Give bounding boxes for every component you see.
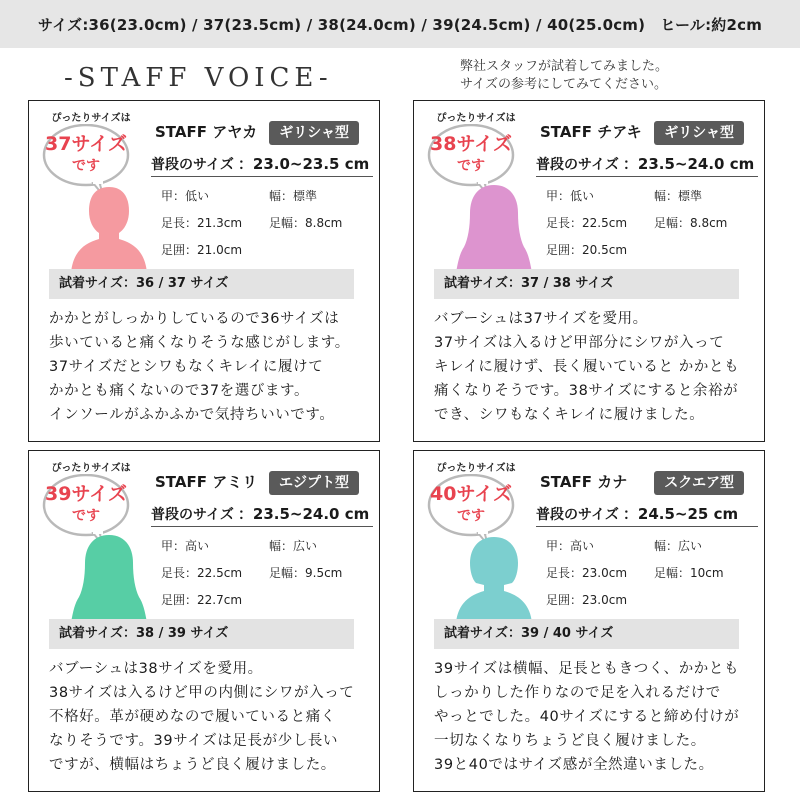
comment-line: バブーシュは38サイズを愛用。 bbox=[49, 661, 263, 677]
foot-length-spec: 足長：23.0cm bbox=[546, 566, 628, 580]
usual-size bbox=[536, 153, 758, 177]
instep-spec: 甲：高い bbox=[546, 539, 595, 553]
fit-size-bubble bbox=[41, 113, 131, 189]
tried-size-bar: 試着サイズ：37 / 38 サイズ bbox=[434, 269, 739, 299]
fit-size-caption: ぴったりサイズは bbox=[426, 109, 526, 124]
foot-length-spec: 足長：22.5cm bbox=[161, 566, 243, 580]
foot-length-spec: 足長：21.3cm bbox=[161, 216, 243, 230]
foot-girth-spec: 足囲：23.0cm bbox=[546, 593, 628, 607]
comment-line: 不格好。革が硬めなので履いていると痛く bbox=[49, 709, 336, 725]
comment-line: 一切なくなりちょうど良く履けました。 bbox=[434, 733, 706, 749]
comment-line: 痛くなりそうです。38サイズにすると余裕が bbox=[434, 383, 739, 399]
staff-comment bbox=[49, 307, 369, 427]
woman-long-hair-icon bbox=[69, 531, 149, 623]
staff-name: STAFF アミリ bbox=[155, 473, 258, 491]
note-line: 弊社スタッフが試着してみました。 bbox=[460, 59, 669, 74]
comment-line: かかとがしっかりしているので36サイズは bbox=[49, 311, 340, 327]
comment-line: ですが、横幅はちょうど良く履けました。 bbox=[49, 757, 336, 773]
staff-name: STAFF カナ bbox=[540, 473, 628, 491]
staff-avatar bbox=[69, 531, 149, 623]
comment-line: 39サイズは横幅、足長ともきつく、かかとも bbox=[434, 661, 740, 677]
foot-girth-spec: 足囲：20.5cm bbox=[546, 243, 628, 257]
comment-line: 37サイズだとシワもなくキレイに履けて bbox=[49, 359, 324, 375]
fit-size-caption: ぴったりサイズは bbox=[41, 109, 141, 124]
foot-type-badge: ギリシャ型 bbox=[269, 121, 359, 145]
comment-line: 37サイズは入るけど甲部分にシワが入って bbox=[434, 335, 725, 351]
width-spec: 幅：広い bbox=[654, 539, 703, 553]
fit-size-desu: です bbox=[72, 158, 100, 174]
width-spec: 幅：広い bbox=[269, 539, 318, 553]
usual-size-label: 普段のサイズ bbox=[151, 507, 234, 523]
foot-width-spec: 足幅：8.8cm bbox=[269, 216, 343, 230]
woman-long-hair-icon bbox=[454, 181, 534, 273]
instep-spec: 甲：低い bbox=[546, 189, 595, 203]
foot-type-badge: ギリシャ型 bbox=[654, 121, 744, 145]
note-line: サイズの参考にしてみてください。 bbox=[460, 77, 667, 92]
comment-line: なりそうです。39サイズは足長が少し長い bbox=[49, 733, 339, 749]
comment-line: キレイに履けず、長く履いていると かかとも bbox=[434, 359, 740, 375]
foot-length-spec: 足長：22.5cm bbox=[546, 216, 628, 230]
usual-size bbox=[151, 153, 373, 177]
foot-width-spec: 足幅：8.8cm bbox=[654, 216, 728, 230]
fit-size-desu: です bbox=[457, 508, 485, 524]
staff-comment bbox=[49, 657, 369, 777]
comment-line: 39と40ではサイズ感が全然違いました。 bbox=[434, 757, 714, 773]
staff-name: STAFF アヤカ bbox=[155, 123, 258, 141]
usual-size-value: ：23.0~23.5 cm bbox=[237, 155, 370, 173]
fit-size-desu: です bbox=[457, 158, 485, 174]
staff-comment bbox=[434, 307, 754, 427]
fit-size-value: 37サイズ bbox=[45, 133, 127, 155]
fit-size-value: 39サイズ bbox=[45, 483, 127, 505]
fit-size-bubble bbox=[426, 463, 516, 539]
width-spec: 幅：標準 bbox=[269, 189, 318, 203]
usual-size-value: ：24.5~25 cm bbox=[622, 505, 739, 523]
comment-line: 38サイズは入るけど甲の内側にシワが入って bbox=[49, 685, 355, 701]
staff-card bbox=[413, 450, 765, 792]
woman-short-hair-icon bbox=[69, 181, 149, 273]
foot-girth-spec: 足囲：21.0cm bbox=[161, 243, 243, 257]
comment-line: かかとも痛くないので37を選びます。 bbox=[49, 383, 310, 399]
comment-line: バブーシュは37サイズを愛用。 bbox=[434, 311, 648, 327]
fit-size-caption: ぴったりサイズは bbox=[41, 459, 141, 474]
size-info-bar bbox=[0, 0, 800, 48]
staff-name: STAFF チアキ bbox=[540, 123, 642, 141]
comment-line: 歩いていると痛くなりそうな感じがします。 bbox=[49, 335, 350, 351]
foot-width-spec: 足幅：9.5cm bbox=[269, 566, 343, 580]
staff-note bbox=[460, 58, 760, 94]
size-info-text: サイズ:36(23.0cm) / 37(23.5cm) / 38(24.0cm) / 39(24.5cm) / 40(25.0cm) ヒール:約2cm bbox=[37, 15, 763, 34]
usual-size bbox=[536, 503, 758, 527]
usual-size-value: ：23.5~24.0 cm bbox=[622, 155, 755, 173]
staff-card bbox=[28, 450, 380, 792]
usual-size-label: 普段のサイズ bbox=[151, 157, 234, 173]
usual-size-label: 普段のサイズ bbox=[536, 157, 619, 173]
usual-size-value: ：23.5~24.0 cm bbox=[237, 505, 370, 523]
staff-avatar bbox=[454, 181, 534, 273]
section-title: -STAFF VOICE- bbox=[64, 63, 333, 93]
fit-size-caption: ぴったりサイズは bbox=[426, 459, 526, 474]
tried-size-bar: 試着サイズ：39 / 40 サイズ bbox=[434, 619, 739, 649]
fit-size-bubble bbox=[41, 463, 131, 539]
staff-avatar bbox=[69, 181, 149, 273]
comment-line: やっとでした。40サイズにすると締め付けが bbox=[434, 709, 740, 725]
staff-avatar bbox=[454, 531, 534, 623]
tried-size-bar: 試着サイズ：38 / 39 サイズ bbox=[49, 619, 354, 649]
usual-size-label: 普段のサイズ bbox=[536, 507, 619, 523]
staff-comment bbox=[434, 657, 754, 777]
fit-size-value: 38サイズ bbox=[430, 133, 512, 155]
comment-line: でき、シワもなくキレイに履けました。 bbox=[434, 407, 705, 423]
foot-width-spec: 足幅：10cm bbox=[654, 566, 724, 580]
instep-spec: 甲：高い bbox=[161, 539, 210, 553]
width-spec: 幅：標準 bbox=[654, 189, 703, 203]
fit-size-bubble bbox=[426, 113, 516, 189]
staff-card bbox=[28, 100, 380, 442]
comment-line: しっかりした作りなので足を入れるだけで bbox=[434, 685, 721, 701]
instep-spec: 甲：低い bbox=[161, 189, 210, 203]
fit-size-value: 40サイズ bbox=[430, 483, 512, 505]
foot-type-badge: スクエア型 bbox=[654, 471, 744, 495]
staff-card bbox=[413, 100, 765, 442]
comment-line: インソールがふかふかで気持ちいいです。 bbox=[49, 407, 335, 423]
tried-size-bar: 試着サイズ：36 / 37 サイズ bbox=[49, 269, 354, 299]
fit-size-desu: です bbox=[72, 508, 100, 524]
woman-bob-hair-icon bbox=[454, 531, 534, 623]
usual-size bbox=[151, 503, 373, 527]
foot-girth-spec: 足囲：22.7cm bbox=[161, 593, 243, 607]
foot-type-badge: エジプト型 bbox=[269, 471, 359, 495]
